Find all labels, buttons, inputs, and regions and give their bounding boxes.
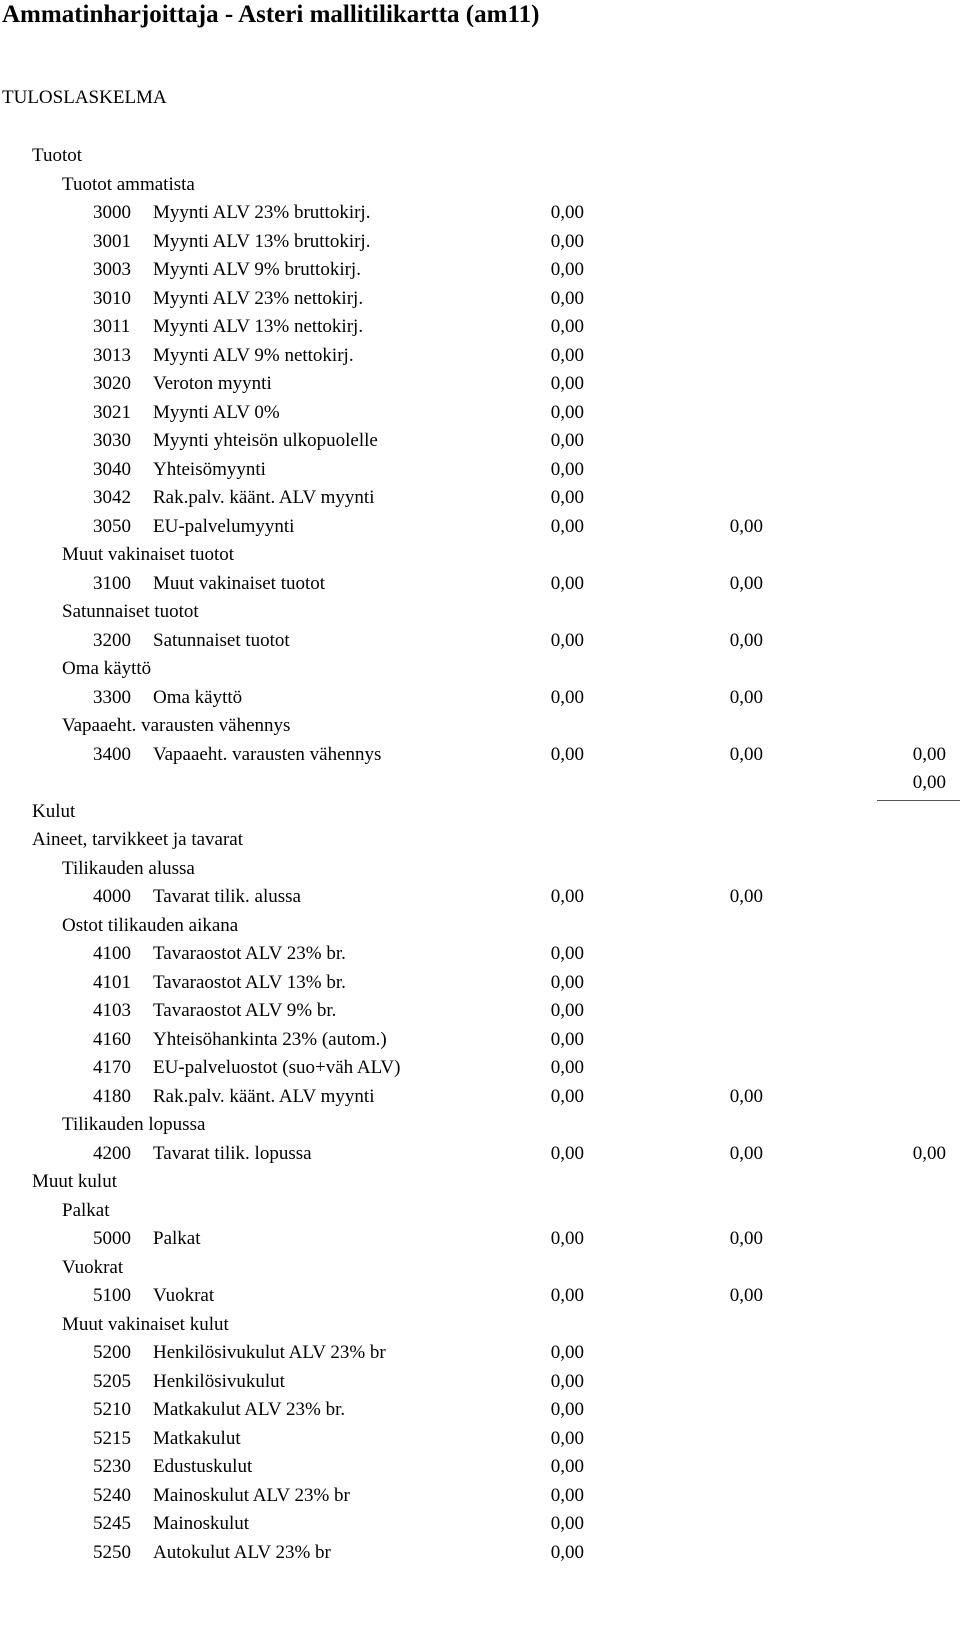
account-row xyxy=(0,1539,960,1567)
account-number: 4101 xyxy=(93,972,131,993)
section-heading-label: Tilikauden alussa xyxy=(62,858,195,879)
account-amount: 0,00 xyxy=(550,687,584,708)
account-amount: 0,00 xyxy=(550,1513,584,1534)
section-heading xyxy=(0,1254,960,1282)
section-heading-label: Vapaaeht. varausten vähennys xyxy=(62,715,291,736)
account-name: Mainoskulut ALV 23% br xyxy=(153,1485,350,1506)
account-row xyxy=(0,1482,960,1510)
account-number: 4180 xyxy=(93,1086,131,1107)
account-amount: 0,00 xyxy=(550,1342,584,1363)
account-number: 3400 xyxy=(93,744,131,765)
account-number: 3010 xyxy=(93,288,131,309)
account-row xyxy=(0,1368,960,1396)
account-number: 3021 xyxy=(93,402,131,423)
section-heading-label: Tuotot ammatista xyxy=(62,174,195,195)
account-row xyxy=(0,1425,960,1453)
account-amount: 0,00 xyxy=(550,345,584,366)
account-row xyxy=(0,1453,960,1481)
account-name: Edustuskulut xyxy=(153,1456,253,1477)
account-number: 3020 xyxy=(93,373,131,394)
group-subtotal: 0,00 xyxy=(729,1086,763,1107)
account-amount: 0,00 xyxy=(550,1371,584,1392)
account-number: 3200 xyxy=(93,630,131,651)
account-row xyxy=(0,969,960,997)
section-heading-label: Muut kulut xyxy=(32,1171,117,1192)
account-amount: 0,00 xyxy=(550,231,584,252)
account-name: Tavaraostot ALV 23% br. xyxy=(153,943,346,964)
account-number: 3030 xyxy=(93,430,131,451)
account-name: Yhteisömyynti xyxy=(153,459,266,480)
section-heading xyxy=(0,1168,960,1196)
account-amount: 0,00 xyxy=(550,288,584,309)
section-total: 0,00 xyxy=(912,744,946,765)
section-heading xyxy=(0,1311,960,1339)
account-row xyxy=(0,285,960,313)
account-number: 5210 xyxy=(93,1399,131,1420)
account-amount: 0,00 xyxy=(550,1428,584,1449)
account-amount: 0,00 xyxy=(550,259,584,280)
group-subtotal: 0,00 xyxy=(729,573,763,594)
account-amount: 0,00 xyxy=(550,373,584,394)
account-name: Autokulut ALV 23% br xyxy=(153,1542,331,1563)
account-amount: 0,00 xyxy=(550,1057,584,1078)
account-name: Tavarat tilik. alussa xyxy=(153,886,301,907)
account-name: Tavaraostot ALV 9% br. xyxy=(153,1000,337,1021)
total-row xyxy=(0,769,960,797)
account-name: Myynti ALV 23% bruttokirj. xyxy=(153,202,371,223)
page-title: Ammatinharjoittaja - Asteri mallitilikartta (am11) xyxy=(2,1,540,28)
account-number: 5230 xyxy=(93,1456,131,1477)
account-number: 5250 xyxy=(93,1542,131,1563)
account-amount: 0,00 xyxy=(550,487,584,508)
account-name: Myynti ALV 9% nettokirj. xyxy=(153,345,354,366)
account-row xyxy=(0,1282,960,1310)
account-row xyxy=(0,1140,960,1168)
account-amount: 0,00 xyxy=(550,459,584,480)
account-name: Myynti ALV 9% bruttokirj. xyxy=(153,259,361,280)
group-subtotal: 0,00 xyxy=(729,1228,763,1249)
account-number: 4160 xyxy=(93,1029,131,1050)
revenue-total: 0,00 xyxy=(912,772,946,793)
account-name: Henkilösivukulut xyxy=(153,1371,285,1392)
account-row xyxy=(0,940,960,968)
account-row xyxy=(0,997,960,1025)
section-total: 0,00 xyxy=(912,1143,946,1164)
account-row xyxy=(0,228,960,256)
section-heading-label: Tuotot xyxy=(32,145,82,166)
account-number: 3042 xyxy=(93,487,131,508)
account-row xyxy=(0,427,960,455)
section-heading-label: Ostot tilikauden aikana xyxy=(62,915,239,936)
section-heading-label: Aineet, tarvikkeet ja tavarat xyxy=(32,829,244,850)
account-number: 4000 xyxy=(93,886,131,907)
account-row xyxy=(0,1339,960,1367)
account-name: Matkakulut xyxy=(153,1428,241,1449)
account-name: Muut vakinaiset tuotot xyxy=(153,573,326,594)
account-name: Vuokrat xyxy=(153,1285,215,1306)
account-number: 5000 xyxy=(93,1228,131,1249)
account-amount: 0,00 xyxy=(550,630,584,651)
account-amount: 0,00 xyxy=(550,1000,584,1021)
account-number: 4200 xyxy=(93,1143,131,1164)
account-row xyxy=(0,1083,960,1111)
account-name: Myynti yhteisön ulkopuolelle xyxy=(153,430,378,451)
account-name: Myynti ALV 0% xyxy=(153,402,280,423)
account-amount: 0,00 xyxy=(550,1456,584,1477)
account-name: EU-palvelumyynti xyxy=(153,516,295,537)
section-heading-label: Muut vakinaiset kulut xyxy=(62,1314,229,1335)
account-number: 5215 xyxy=(93,1428,131,1449)
account-amount: 0,00 xyxy=(550,1542,584,1563)
account-row xyxy=(0,342,960,370)
group-subtotal: 0,00 xyxy=(729,516,763,537)
account-amount: 0,00 xyxy=(550,744,584,765)
total-rule xyxy=(877,800,960,801)
group-subtotal: 0,00 xyxy=(729,744,763,765)
section-heading-label: Tilikauden lopussa xyxy=(62,1114,206,1135)
account-row xyxy=(0,1510,960,1538)
account-name: Tavaraostot ALV 13% br. xyxy=(153,972,346,993)
account-row xyxy=(0,456,960,484)
account-row xyxy=(0,199,960,227)
account-number: 3013 xyxy=(93,345,131,366)
account-number: 3040 xyxy=(93,459,131,480)
account-name: Henkilösivukulut ALV 23% br xyxy=(153,1342,386,1363)
account-number: 3000 xyxy=(93,202,131,223)
account-row xyxy=(0,883,960,911)
account-amount: 0,00 xyxy=(550,1285,584,1306)
section-heading xyxy=(0,1111,960,1139)
account-amount: 0,00 xyxy=(550,1485,584,1506)
section-heading xyxy=(0,541,960,569)
section-heading xyxy=(0,171,960,199)
account-number: 3011 xyxy=(93,316,131,337)
account-number: 5200 xyxy=(93,1342,131,1363)
account-row xyxy=(0,570,960,598)
account-number: 3050 xyxy=(93,516,131,537)
account-name: Veroton myynti xyxy=(153,373,272,394)
account-row xyxy=(0,1396,960,1424)
account-amount: 0,00 xyxy=(550,1143,584,1164)
account-number: 4100 xyxy=(93,943,131,964)
section-heading xyxy=(0,826,960,854)
account-number: 5205 xyxy=(93,1371,131,1392)
section-heading-label: Satunnaiset tuotot xyxy=(62,601,199,622)
account-row xyxy=(0,399,960,427)
account-amount: 0,00 xyxy=(550,943,584,964)
section-heading xyxy=(0,798,960,826)
account-name: Vapaaeht. varausten vähennys xyxy=(153,744,382,765)
account-amount: 0,00 xyxy=(550,316,584,337)
section-heading xyxy=(0,598,960,626)
account-row xyxy=(0,313,960,341)
account-row xyxy=(0,513,960,541)
account-amount: 0,00 xyxy=(550,1029,584,1050)
account-number: 3300 xyxy=(93,687,131,708)
section-heading xyxy=(0,712,960,740)
account-row xyxy=(0,1054,960,1082)
account-amount: 0,00 xyxy=(550,573,584,594)
account-number: 5240 xyxy=(93,1485,131,1506)
group-subtotal: 0,00 xyxy=(729,687,763,708)
account-amount: 0,00 xyxy=(550,1086,584,1107)
account-amount: 0,00 xyxy=(550,516,584,537)
account-amount: 0,00 xyxy=(550,1399,584,1420)
account-amount: 0,00 xyxy=(550,886,584,907)
account-name: Myynti ALV 13% nettokirj. xyxy=(153,316,364,337)
account-row xyxy=(0,1026,960,1054)
report-title: TULOSLASKELMA xyxy=(2,87,167,108)
account-row xyxy=(0,741,960,769)
account-number: 3003 xyxy=(93,259,131,280)
group-subtotal: 0,00 xyxy=(729,1285,763,1306)
account-name: Palkat xyxy=(153,1228,201,1249)
account-number: 5245 xyxy=(93,1513,131,1534)
account-number: 5100 xyxy=(93,1285,131,1306)
account-name: Rak.palv. käänt. ALV myynti xyxy=(153,1086,375,1107)
group-subtotal: 0,00 xyxy=(729,1143,763,1164)
account-name: Mainoskulut xyxy=(153,1513,250,1534)
section-heading-label: Muut vakinaiset tuotot xyxy=(62,544,235,565)
account-amount: 0,00 xyxy=(550,1228,584,1249)
section-heading xyxy=(0,912,960,940)
section-heading xyxy=(0,142,960,170)
account-number: 4170 xyxy=(93,1057,131,1078)
section-heading xyxy=(0,1197,960,1225)
group-subtotal: 0,00 xyxy=(729,886,763,907)
section-heading-label: Kulut xyxy=(32,801,76,822)
account-row xyxy=(0,684,960,712)
account-amount: 0,00 xyxy=(550,202,584,223)
account-amount: 0,00 xyxy=(550,430,584,451)
account-row xyxy=(0,484,960,512)
account-name: EU-palveluostot (suo+väh ALV) xyxy=(153,1057,401,1078)
group-subtotal: 0,00 xyxy=(729,630,763,651)
section-heading xyxy=(0,855,960,883)
account-name: Myynti ALV 13% bruttokirj. xyxy=(153,231,371,252)
account-number: 3100 xyxy=(93,573,131,594)
account-name: Tavarat tilik. lopussa xyxy=(153,1143,312,1164)
section-heading-label: Palkat xyxy=(62,1200,110,1221)
account-amount: 0,00 xyxy=(550,402,584,423)
account-name: Oma käyttö xyxy=(153,687,243,708)
account-row xyxy=(0,1225,960,1253)
account-name: Matkakulut ALV 23% br. xyxy=(153,1399,346,1420)
section-heading xyxy=(0,655,960,683)
section-heading-label: Oma käyttö xyxy=(62,658,152,679)
account-name: Myynti ALV 23% nettokirj. xyxy=(153,288,364,309)
account-row xyxy=(0,627,960,655)
account-name: Satunnaiset tuotot xyxy=(153,630,290,651)
account-name: Rak.palv. käänt. ALV myynti xyxy=(153,487,375,508)
account-number: 3001 xyxy=(93,231,131,252)
account-amount: 0,00 xyxy=(550,972,584,993)
section-heading-label: Vuokrat xyxy=(62,1257,124,1278)
account-number: 4103 xyxy=(93,1000,131,1021)
account-row xyxy=(0,370,960,398)
account-row xyxy=(0,256,960,284)
account-name: Yhteisöhankinta 23% (autom.) xyxy=(153,1029,387,1050)
